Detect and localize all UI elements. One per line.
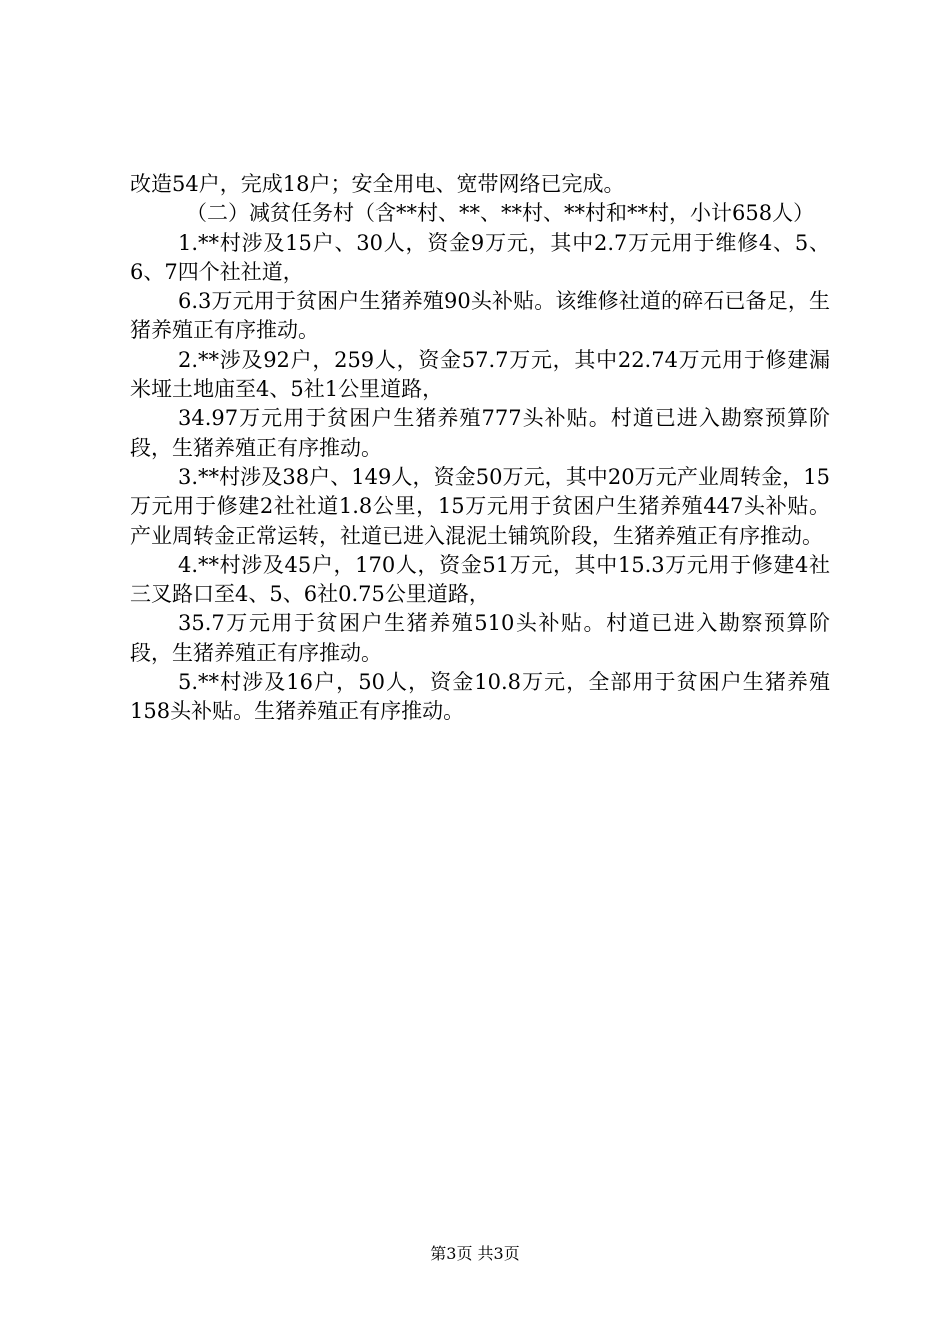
section-heading: （二）减贫任务村（含**村、**、**村、**村和**村，小计658人）: [186, 201, 815, 226]
page-number-footer: 第3页 共3页: [430, 1244, 520, 1263]
paragraph-continuation: 改造54户，完成18户；安全用电、宽带网络已完成。: [130, 172, 625, 196]
document-body: [130, 170, 830, 727]
paragraph-item-1-continued: 6.3万元用于贫困户生猪养殖90头补贴。该维修社道的碎石已备足，生猪养殖正有序推动。: [130, 289, 830, 343]
paragraph-item-1: 1.**村涉及15户、30人，资金9万元，其中2.7万元用于维修4、5、6、7四个社社道，: [130, 230, 830, 284]
paragraph-item-5: 5.**村涉及16户，50人，资金10.8万元，全部用于贫困户生猪养殖158头补贴。生猪养殖正有序推动。: [130, 670, 830, 724]
paragraph-item-2-continued: 34.97万元用于贫困户生猪养殖777头补贴。村道已进入勘察预算阶段，生猪养殖正有序推动。: [130, 406, 830, 460]
paragraph-item-4-continued: 35.7万元用于贫困户生猪养殖510头补贴。村道已进入勘察预算阶段，生猪养殖正有序推动。: [130, 611, 830, 665]
paragraph-item-3: 3.**村涉及38户、149人，资金50万元，其中20万元产业周转金，15万元用于修建2社社道1.8公里，15万元用于贫困户生猪养殖447头补贴。产业周转金正常运转，社道已进入混泥土铺筑阶段，生猪养殖正有序推动。: [130, 464, 830, 548]
paragraph-item-2: 2.**涉及92户，259人，资金57.7万元，其中22.74万元用于修建漏米垭土地庙至4、5社1公里道路，: [130, 347, 830, 402]
paragraph-item-4: 4.**村涉及45户，170人，资金51万元，其中15.3万元用于修建4社三叉路口至4、5、6社0.75公里道路，: [130, 552, 830, 607]
